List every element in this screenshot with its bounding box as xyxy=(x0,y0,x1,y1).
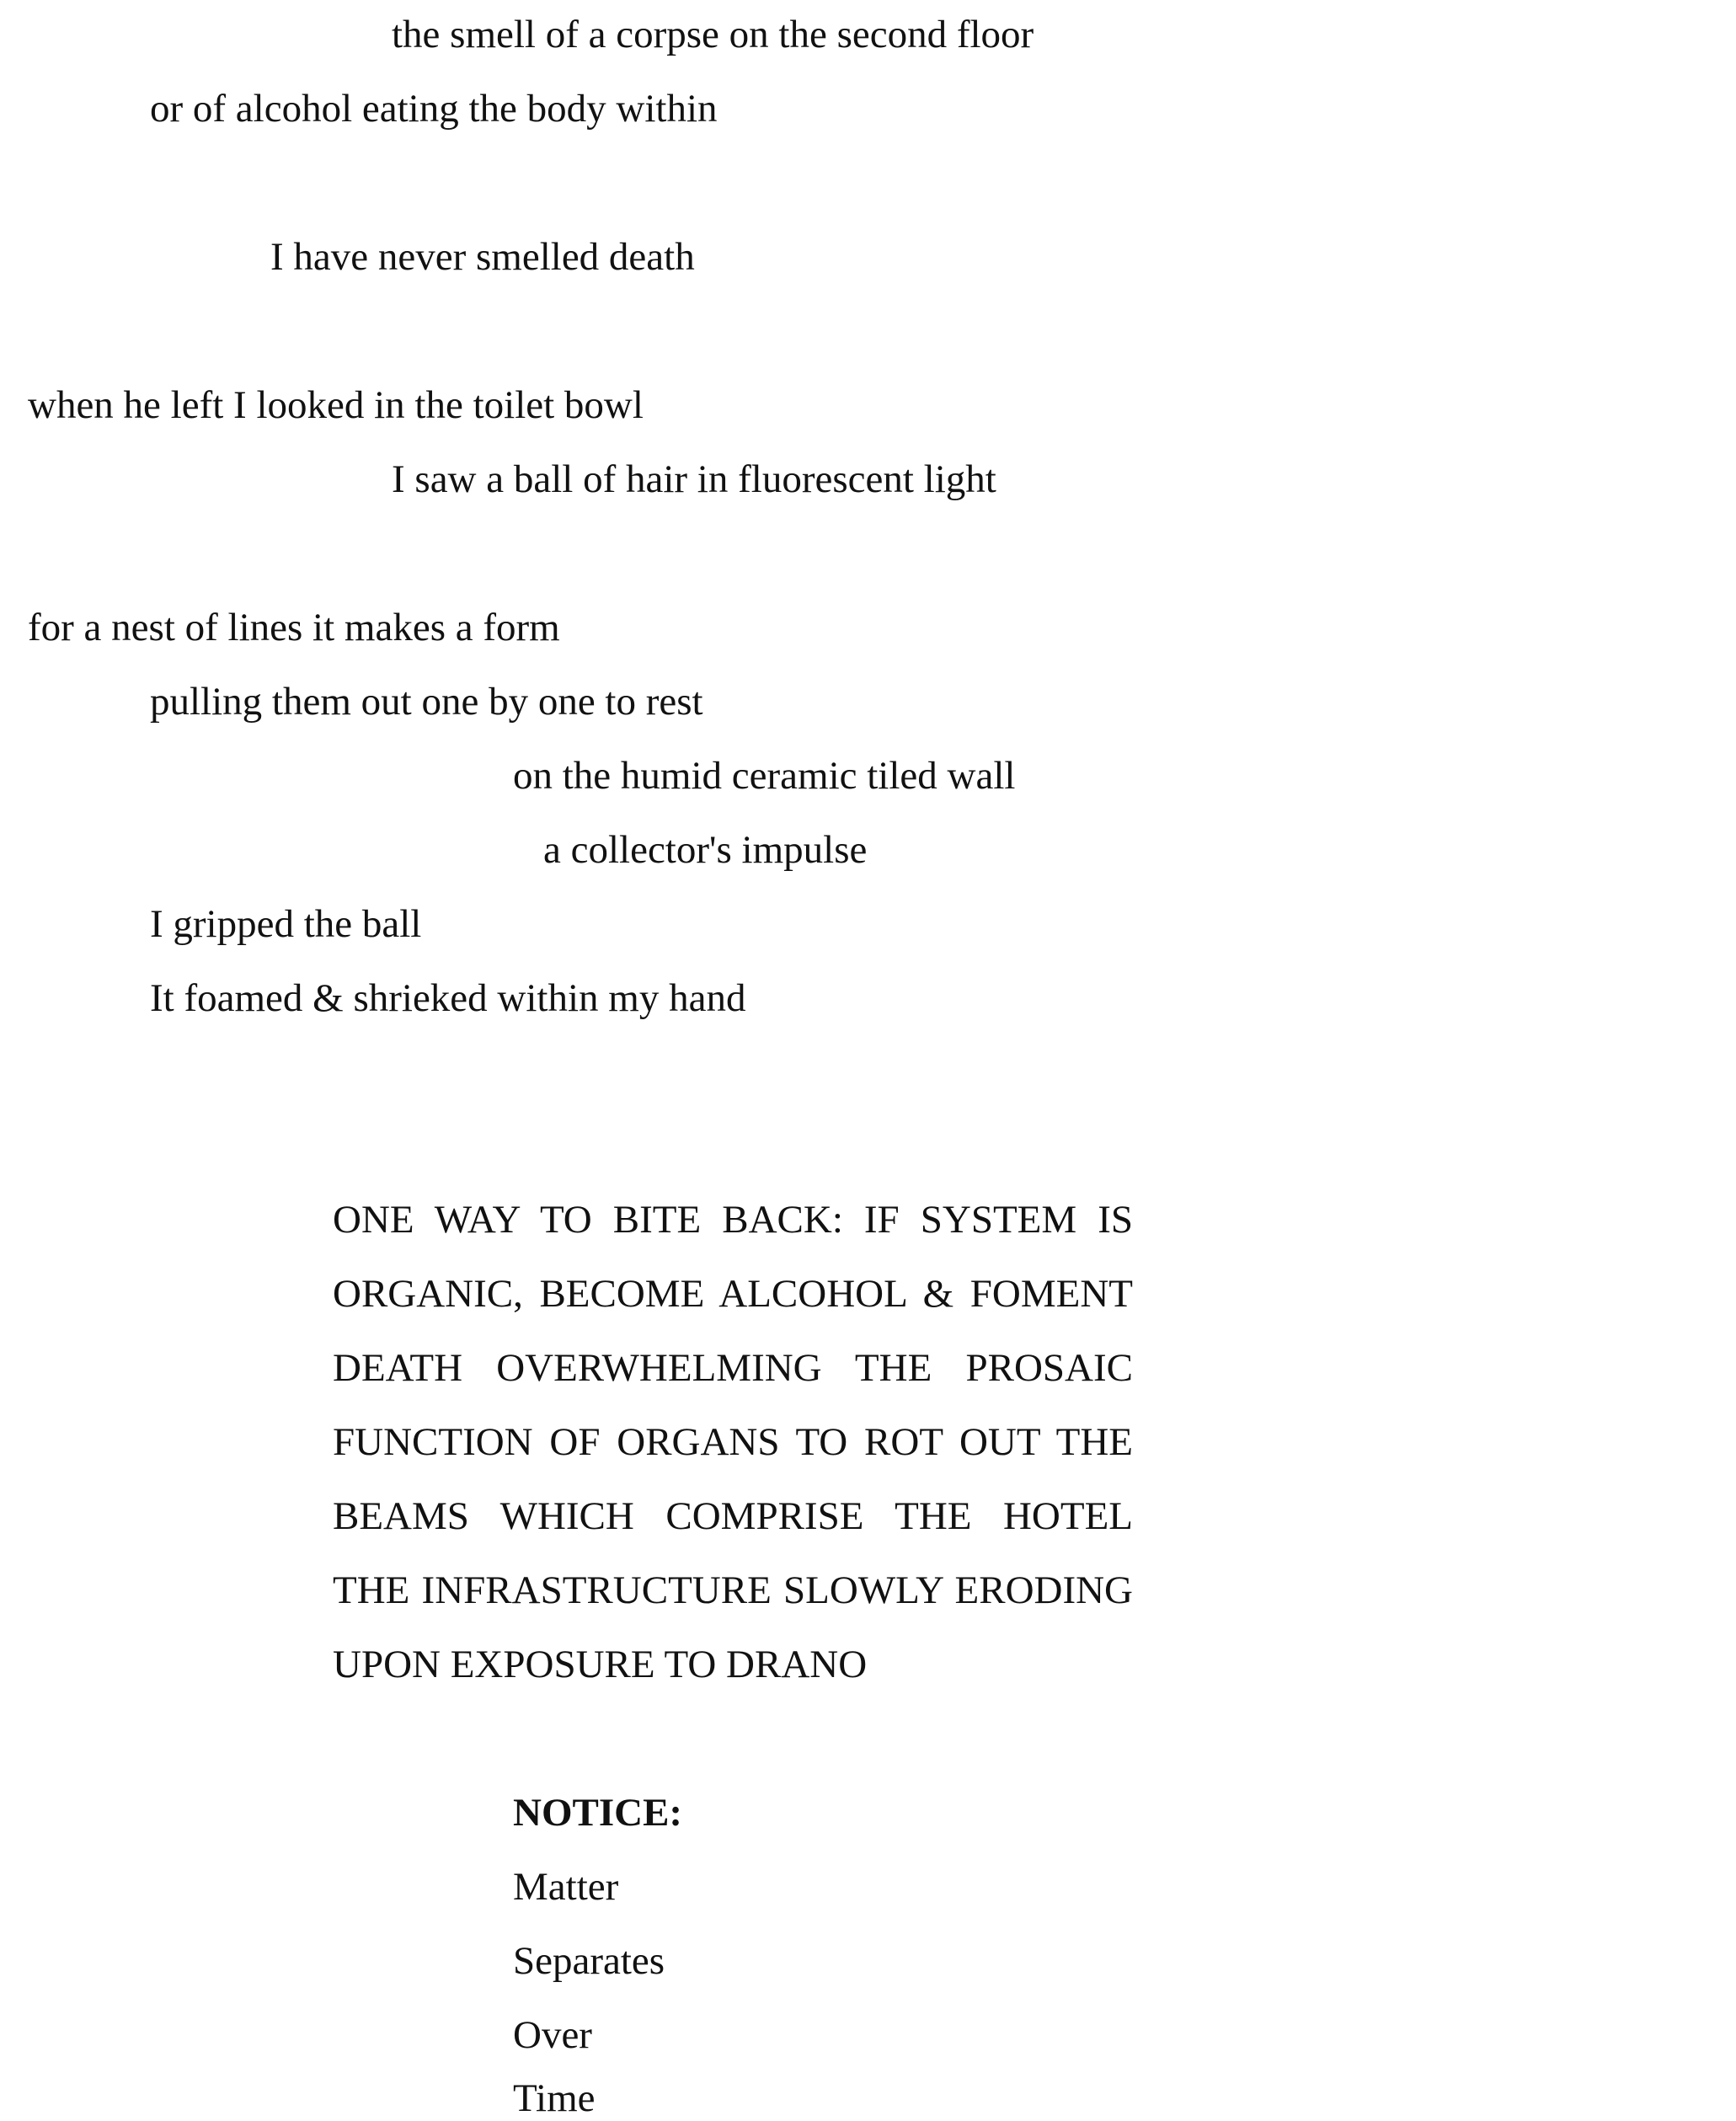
poem-line: It foamed & shrieked within my hand xyxy=(150,976,746,1020)
notice-word: Time xyxy=(513,2076,596,2120)
manifesto-line: ORGANIC, BECOME ALCOHOL & FOMENT xyxy=(333,1272,1133,1316)
manifesto-line: FUNCTION OF ORGANS TO ROT OUT THE xyxy=(333,1420,1133,1464)
manifesto-line: THE INFRASTRUCTURE SLOWLY ERODING xyxy=(333,1568,1133,1612)
poem-line: I saw a ball of hair in fluorescent light xyxy=(392,457,996,501)
poem-line: a collector's impulse xyxy=(543,828,868,872)
poem-line: I gripped the ball xyxy=(150,902,422,946)
poem-line: when he left I looked in the toilet bowl xyxy=(28,383,644,427)
notice-word: Matter xyxy=(513,1865,619,1909)
notice-heading: NOTICE: xyxy=(513,1791,683,1835)
poem-line: I have never smelled death xyxy=(270,235,695,279)
manifesto-line: BEAMS WHICH COMPRISE THE HOTEL xyxy=(333,1494,1133,1538)
manifesto-line: ONE WAY TO BITE BACK: IF SYSTEM IS xyxy=(333,1198,1133,1242)
manifesto-line: DEATH OVERWHELMING THE PROSAIC xyxy=(333,1346,1133,1390)
poem-line: on the humid ceramic tiled wall xyxy=(513,754,1016,798)
notice-word: Separates xyxy=(513,1939,665,1983)
notice-word: Over xyxy=(513,2013,592,2057)
poem-line: pulling them out one by one to rest xyxy=(150,680,703,724)
poem-line: or of alcohol eating the body within xyxy=(150,87,718,131)
poem-line: the smell of a corpse on the second floor xyxy=(392,13,1034,56)
manifesto-line: UPON EXPOSURE TO DRANO xyxy=(333,1643,868,1686)
poem-line: for a nest of lines it makes a form xyxy=(28,606,560,649)
